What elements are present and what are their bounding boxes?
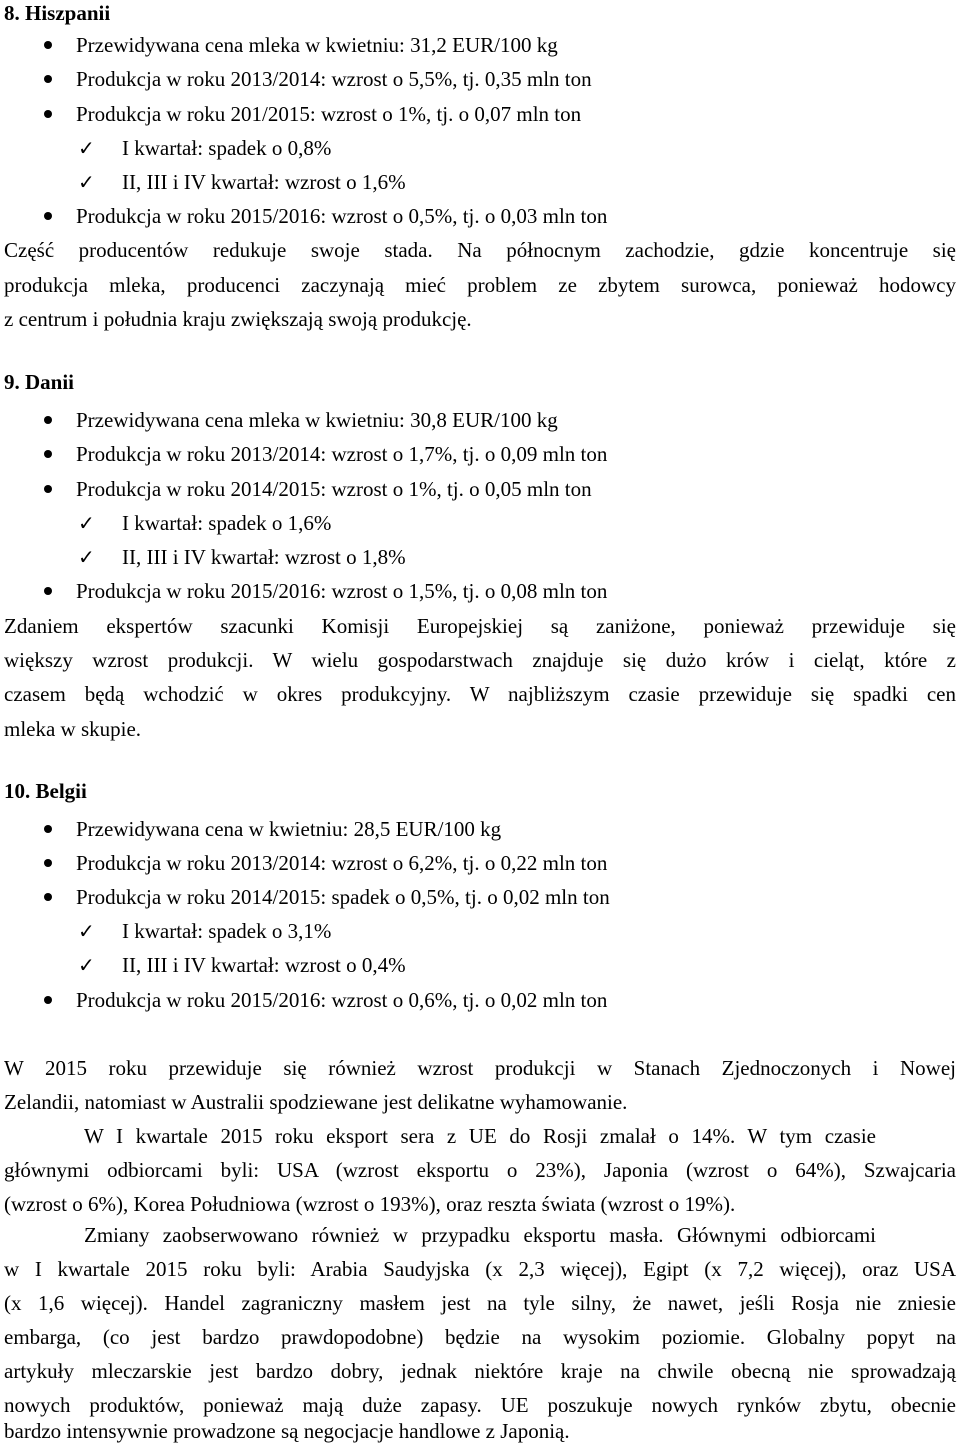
- paragraph-line: embarga, (co jest bardzo prawdopodobne) będzie na wysokim poziomie. Globalny popyt na: [4, 1325, 956, 1349]
- list-item: Produkcja w roku 2015/2016: wzrost o 0,5%, tj. o 0,03 mln ton: [44, 199, 944, 233]
- check-mark-icon: ✓: [78, 545, 95, 569]
- section-heading: 9. Danii: [4, 370, 75, 394]
- check-item: ✓ II, III i IV kwartał: wzrost o 1,6%: [78, 165, 938, 199]
- paragraph-line: artykuły mleczarskie jest bardzo dobry, jednak niektóre kraje na chwile obecną nie sprowadzają: [4, 1359, 956, 1383]
- check-item: ✓ I kwartał: spadek o 1,6%: [78, 506, 938, 540]
- list-item: Produkcja w roku 201/2015: wzrost o 1%, tj. o 0,07 mln ton: [44, 97, 944, 131]
- check-mark-icon: ✓: [78, 511, 95, 535]
- paragraph-line: produkcja mleka, producenci zaczynają mieć problem ze zbytem surowca, ponieważ hodowcy: [4, 273, 956, 297]
- list-item: Produkcja w roku 2013/2014: wzrost o 6,2%, tj. o 0,22 mln ton: [44, 846, 944, 880]
- paragraph-line: Zmiany zaobserwowano również w przypadku eksportu masła. Głównymi odbiorcami: [84, 1223, 876, 1247]
- paragraph-line: w I kwartale 2015 roku byli: Arabia Saudyjska (x 2,3 więcej), Egipt (x 7,2 więcej), oraz USA: [4, 1257, 956, 1281]
- check-mark-icon: ✓: [78, 919, 95, 943]
- paragraph-line: czasem będą wchodzić w okres produkcyjny. W najbliższym czasie przewiduje się spadki cen: [4, 682, 956, 706]
- check-item: ✓ I kwartał: spadek o 0,8%: [78, 131, 938, 165]
- list-item: Produkcja w roku 2015/2016: wzrost o 1,5%, tj. o 0,08 mln ton: [44, 574, 944, 608]
- paragraph-line: nowych produktów, ponieważ mają duże zapasy. UE poszukuje nowych rynków zbytu, obecnie: [4, 1393, 956, 1417]
- paragraph-line: z centrum i południa kraju zwiększają swoją produkcję.: [4, 307, 472, 331]
- paragraph-line: większy wzrost produkcji. W wielu gospodarstwach znajduje się dużo krów i cieląt, które z: [4, 648, 956, 672]
- list-item: Przewidywana cena mleka w kwietniu: 30,8 EUR/100 kg: [44, 403, 944, 437]
- list-item: Produkcja w roku 2013/2014: wzrost o 1,7%, tj. o 0,09 mln ton: [44, 437, 944, 471]
- check-item: ✓ II, III i IV kwartał: wzrost o 0,4%: [78, 948, 938, 982]
- list-item: Przewidywana cena w kwietniu: 28,5 EUR/100 kg: [44, 812, 944, 846]
- list-item: Przewidywana cena mleka w kwietniu: 31,2 EUR/100 kg: [44, 28, 944, 62]
- paragraph-line: Zdaniem ekspertów szacunki Komisji Europejskiej są zaniżone, ponieważ przewiduje się: [4, 614, 956, 638]
- list-item: Produkcja w roku 2014/2015: spadek o 0,5%, tj. o 0,02 mln ton: [44, 880, 944, 914]
- section-heading: 8. Hiszpanii: [4, 1, 111, 25]
- paragraph-line: Część producentów redukuje swoje stada. Na północnym zachodzie, gdzie koncentruje się: [4, 238, 956, 262]
- paragraph-line: mleka w skupie.: [4, 717, 142, 741]
- check-mark-icon: ✓: [78, 136, 95, 160]
- paragraph-line: Zelandii, natomiast w Australii spodziewane jest delikatne wyhamowanie.: [4, 1090, 628, 1114]
- paragraph-line: W 2015 roku przewiduje się również wzrost produkcji w Stanach Zjednoczonych i Nowej: [4, 1056, 956, 1080]
- check-item: ✓ II, III i IV kwartał: wzrost o 1,8%: [78, 540, 938, 574]
- list-item: Produkcja w roku 2015/2016: wzrost o 0,6%, tj. o 0,02 mln ton: [44, 983, 944, 1017]
- section-heading: 10. Belgii: [4, 779, 87, 803]
- paragraph-line: bardzo intensywnie prowadzone są negocjacje handlowe z Japonią.: [4, 1419, 570, 1443]
- check-mark-icon: ✓: [78, 170, 95, 194]
- check-mark-icon: ✓: [78, 953, 95, 977]
- check-item: ✓ I kwartał: spadek o 3,1%: [78, 914, 938, 948]
- paragraph-line: (x 1,6 więcej). Handel zagraniczny masłem jest na tyle silny, że nawet, jeśli Rosja nie zniesie: [4, 1291, 956, 1315]
- paragraph-line: W I kwartale 2015 roku eksport sera z UE do Rosji zmalał o 14%. W tym czasie: [84, 1124, 876, 1148]
- paragraph-line: głównymi odbiorcami byli: USA (wzrost eksportu o 23%), Japonia (wzrost o 64%), Szwajcaria: [4, 1158, 956, 1182]
- list-item: Produkcja w roku 2014/2015: wzrost o 1%, tj. o 0,05 mln ton: [44, 472, 944, 506]
- list-item: Produkcja w roku 2013/2014: wzrost o 5,5%, tj. 0,35 mln ton: [44, 62, 944, 96]
- paragraph-line: (wzrost o 6%), Korea Południowa (wzrost o 193%), oraz reszta świata (wzrost o 19%).: [4, 1192, 736, 1216]
